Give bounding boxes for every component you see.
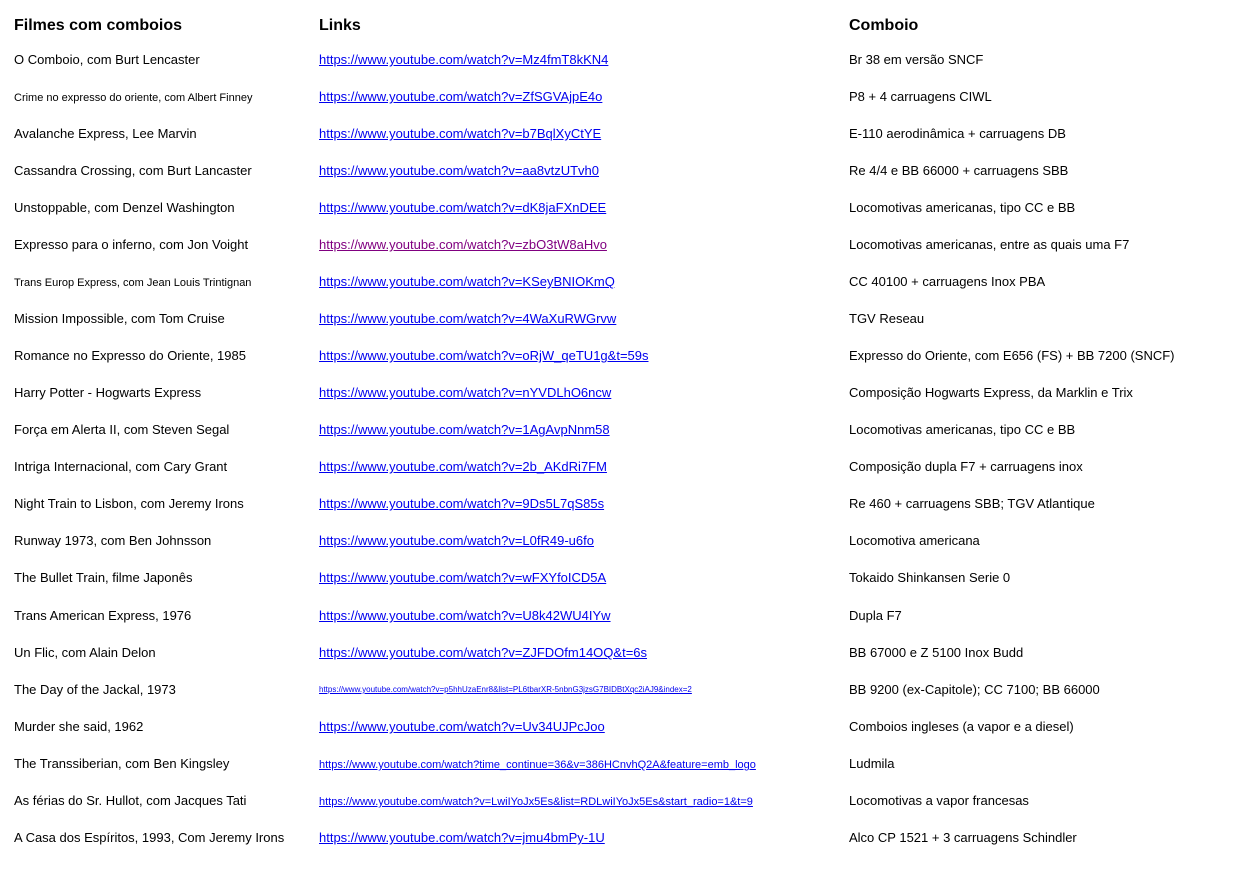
film-title: As férias do Sr. Hullot, com Jacques Tati (14, 793, 247, 808)
table-row (0, 382, 1259, 419)
train-description: BB 9200 (ex-Capitole); CC 7100; BB 66000 (849, 682, 1100, 697)
table-row (0, 642, 1259, 679)
table-row (0, 234, 1259, 271)
table-row (0, 345, 1259, 382)
film-title: Intriga Internacional, com Cary Grant (14, 459, 228, 474)
table-row (0, 493, 1259, 530)
film-title: Crime no expresso do oriente, com Albert Finney (14, 92, 253, 104)
train-description: Composição Hogwarts Express, da Marklin e Trix (849, 385, 1133, 400)
table-row (0, 679, 1259, 716)
table-row (0, 716, 1259, 753)
film-title: Trans American Express, 1976 (14, 608, 192, 623)
video-link[interactable]: https://www.youtube.com/watch?v=L0fR49-u6fo (319, 533, 594, 548)
header-films: Filmes com comboios (14, 17, 183, 34)
film-title: Expresso para o inferno, com Jon Voight (14, 237, 249, 252)
table-row (0, 49, 1259, 86)
train-description: Locomotivas americanas, tipo CC e BB (849, 422, 1076, 437)
header-links: Links (319, 17, 361, 34)
table-row (0, 123, 1259, 160)
train-description: Comboios ingleses (a vapor e a diesel) (849, 719, 1074, 734)
film-title: A Casa dos Espíritos, 1993, Com Jeremy Irons (14, 830, 285, 845)
table-row (0, 160, 1259, 197)
table-row (0, 456, 1259, 493)
film-title: Murder she said, 1962 (14, 719, 144, 734)
video-link[interactable]: https://www.youtube.com/watch?v=jmu4bmPy-1U (319, 830, 605, 845)
film-title: Un Flic, com Alain Delon (14, 645, 156, 660)
table-row (0, 567, 1259, 604)
train-description: Dupla F7 (849, 608, 902, 623)
film-title: Night Train to Lisbon, com Jeremy Irons (14, 496, 244, 511)
video-link[interactable]: https://www.youtube.com/watch?v=ZJFDOfm14OQ&t=6s (319, 645, 648, 660)
table-row (0, 86, 1259, 123)
table-row (0, 790, 1259, 827)
video-link[interactable]: https://www.youtube.com/watch?v=b7BqlXyCtYE (319, 126, 602, 141)
table-row (0, 753, 1259, 790)
film-title: The Day of the Jackal, 1973 (14, 682, 176, 697)
video-link[interactable]: https://www.youtube.com/watch?v=zbO3tW8aHvo (319, 237, 607, 252)
table-row (0, 419, 1259, 456)
film-title: The Transsiberian, com Ben Kingsley (14, 756, 230, 771)
train-description: Composição dupla F7 + carruagens inox (849, 459, 1083, 474)
train-description: Locomotiva americana (849, 533, 980, 548)
train-description: Locomotivas americanas, entre as quais uma F7 (849, 237, 1130, 252)
table-row (0, 827, 1259, 864)
train-description: TGV Reseau (849, 311, 925, 326)
video-link[interactable]: https://www.youtube.com/watch?v=4WaXuRWGrvw (319, 311, 617, 326)
video-link[interactable]: https://www.youtube.com/watch?v=nYVDLhO6ncw (319, 385, 612, 400)
film-title: The Bullet Train, filme Japonês (14, 570, 193, 585)
video-link[interactable]: https://www.youtube.com/watch?v=2b_AKdRi7FM (319, 459, 607, 474)
video-link[interactable]: https://www.youtube.com/watch?v=oRjW_qeTU1g&t=59s (319, 348, 649, 363)
table-row (0, 530, 1259, 567)
train-description: Ludmila (849, 756, 895, 771)
train-description: Tokaido Shinkansen Serie 0 (849, 570, 1011, 585)
train-description: Locomotivas a vapor francesas (849, 793, 1029, 808)
film-title: Unstoppable, com Denzel Washington (14, 200, 235, 215)
film-title: O Comboio, com Burt Lencaster (14, 52, 200, 67)
table-row (0, 308, 1259, 345)
table-row (0, 605, 1259, 642)
film-title: Runway 1973, com Ben Johnsson (14, 533, 212, 548)
film-title: Romance no Expresso do Oriente, 1985 (14, 348, 246, 363)
video-link[interactable]: https://www.youtube.com/watch?v=Mz4fmT8kKN4 (319, 52, 609, 67)
video-link[interactable]: https://www.youtube.com/watch?v=1AgAvpNnm58 (319, 422, 610, 437)
film-title: Força em Alerta II, com Steven Segal (14, 422, 230, 437)
video-link[interactable]: https://www.youtube.com/watch?v=aa8vtzUTvh0 (319, 163, 599, 178)
train-description: P8 + 4 carruagens CIWL (849, 89, 992, 104)
train-description: Locomotivas americanas, tipo CC e BB (849, 200, 1076, 215)
train-description: CC 40100 + carruagens Inox PBA (849, 274, 1046, 289)
train-description: Alco CP 1521 + 3 carruagens Schindler (849, 830, 1077, 845)
header-train: Comboio (849, 17, 919, 34)
train-description: Re 460 + carruagens SBB; TGV Atlantique (849, 496, 1095, 511)
train-description: E-110 aerodinâmica + carruagens DB (849, 126, 1066, 141)
video-link[interactable]: https://www.youtube.com/watch?v=wFXYfoICD5A (319, 570, 607, 585)
train-description: Expresso do Oriente, com E656 (FS) + BB 7200 (SNCF) (849, 348, 1175, 363)
video-link[interactable]: https://www.youtube.com/watch?v=U8k42WU4IYw (319, 608, 611, 623)
video-link[interactable]: https://www.youtube.com/watch?v=LwiIYoJx5Es&list=RDLwiIYoJx5Es&start_radio=1&t=9 (319, 796, 753, 808)
train-description: Re 4/4 e BB 66000 + carruagens SBB (849, 163, 1069, 178)
train-description: Br 38 em versão SNCF (849, 52, 984, 67)
film-title: Trans Europ Express, com Jean Louis Trintignan (14, 277, 252, 289)
table-row (0, 197, 1259, 234)
film-title: Avalanche Express, Lee Marvin (14, 126, 197, 141)
video-link[interactable]: https://www.youtube.com/watch?v=9Ds5L7qS85s (319, 496, 605, 511)
video-link[interactable]: https://www.youtube.com/watch?v=ZfSGVAjpE4o (319, 89, 603, 104)
video-link[interactable]: https://www.youtube.com/watch?v=Uv34UJPcJoo (319, 719, 605, 734)
video-link[interactable]: https://www.youtube.com/watch?v=dK8jaFXnDEE (319, 200, 607, 215)
video-link[interactable]: https://www.youtube.com/watch?time_continue=36&v=386HCnvhQ2A&feature=emb_logo (319, 759, 756, 771)
table-row (0, 271, 1259, 308)
train-description: BB 67000 e Z 5100 Inox Budd (849, 645, 1024, 660)
film-title: Cassandra Crossing, com Burt Lancaster (14, 163, 252, 178)
film-title: Harry Potter - Hogwarts Express (14, 385, 202, 400)
video-link[interactable]: https://www.youtube.com/watch?v=p5hhUzaEnr8&list=PL6tbarXR-5nbnG3jzsG7BIDBtXqc2iAJ9&index=2 (319, 685, 692, 694)
film-title: Mission Impossible, com Tom Cruise (14, 311, 225, 326)
video-link[interactable]: https://www.youtube.com/watch?v=KSeyBNIOKmQ (319, 274, 615, 289)
